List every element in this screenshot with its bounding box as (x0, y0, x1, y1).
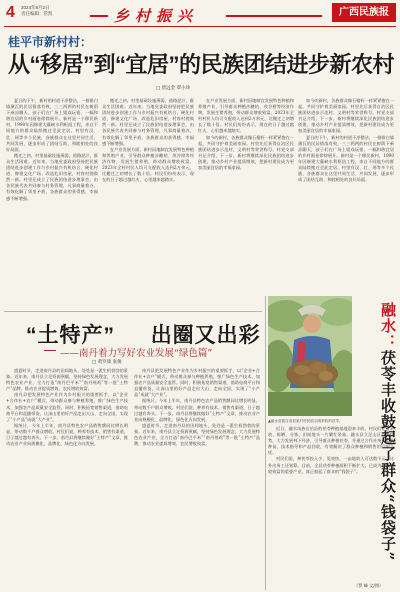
column-divider (265, 296, 266, 590)
article2-paragraph: 盛夏时节，走进南丹县的田间地头，处处是一派生机勃勃的景象。近年来，南丹县立足资源禀赋，坚持绿色发展理念，大力发展特色农业产业，全力打造“南丹巴平米”“南丹瑶鸡”等一批“土特产”品牌，推动农业提质增效、农民增收致富。 (6, 368, 128, 392)
article2-kicker: ——南丹着力写好农业发展“绿色篇” (60, 348, 213, 359)
article2-column-2 (134, 368, 260, 588)
farmer-harvest-photo (268, 296, 352, 416)
page-number: 4 (6, 4, 15, 21)
article3-photo-caption: ▲融水苗族自治县某村村民展示刚采收的茯苓。 (268, 419, 343, 423)
section-divider (4, 311, 262, 312)
article3-paragraph: 村民们说，种茯苓投入少、见效快，一亩地收入可达数千元，比外出务工还划算。目前，全县茯苓种植面积不断扩大，已成为群众增收致富的重要产业，真正鼓起了群众的“钱袋子”。 (268, 456, 394, 474)
article2-column-1 (6, 368, 128, 588)
article1-byline: □ 唐远金 覃小珍 (156, 86, 191, 91)
article3-headline-place: 融水： (379, 302, 397, 350)
newspaper-brand: 广西民族报 (332, 3, 396, 22)
article1-paragraph: 夏日的下午，新村的村道干净整洁，一排排白墙黛瓦的民居错落有致，三三两两的村民在树荫下乘凉聊天，孩子们在广场上嬉戏玩耍，一幅和谐宜居的乡村画卷徐徐展开。新村是一个移民新村，1990年因修建大藤峡水利枢纽工程，来自不同地方的群众陆续搬迁至此定居。村里有汉、壮、瑶等多个民族，各族群众在这里共同生活、共同发展，逐步形成了团结互助、和睦相处的良好局面。 (298, 134, 394, 183)
section-deco-left (90, 15, 108, 17)
article1-headline: 从“移居”到“宜居”的民族团结进步新农村 (8, 52, 395, 77)
article1-column-3 (198, 98, 294, 294)
article3-headline-rest: 茯苓丰收鼓起了群众“钱袋子” (379, 350, 397, 562)
article1-paragraph: 搬迁之初，村里基础设施薄弱，道路泥泞，群众生活困难。近年来，当地党委政府坚持把民族团结进步创建工作与乡村振兴有机结合，硬化村道、修建文化广场、改造危旧房屋，村容村貌焕然一新。村里还成立了民族团结进步理事会，由各民族代表共同参与村务管理，凡事商量着办，有效化解了邻里矛盾，各族群众的获得感、幸福感不断增强。 (6, 152, 98, 201)
article1-kicker: 桂平市新村村： (8, 35, 93, 49)
article2-paragraph: 南丹县把发展特色产业作为乡村振兴的重要抓手，以“企业+合作社+农户”模式，带动群众参与种植养殖，推广绿色生产技术，加强农产品质量安全监管。同时，积极拓宽销售渠道，借助电商平台和直播带货，让深山里的好产品走出大山、走向全国，实现了“小产品”成就“大产业”。 (6, 392, 128, 422)
article2-byline: □ 黄罗康 张俊 (92, 360, 122, 365)
article3-byline: （罗 峰 文/图） (354, 583, 384, 588)
article2-paragraph: 据统计，今年上半年，南丹县特色农产品销售额同比增长明显，带动数千户群众增收。村民们说，种养有技术、销售有渠道，日子越过越有奔头。下一步，南丹县将继续做好“土特产”文章，推动农业产业向规模化、品牌化、绿色化方向发展。 (6, 422, 128, 447)
masthead (4, 3, 396, 25)
article1-column-4 (298, 98, 394, 294)
article2-headline-rest: 出圈又出彩 (150, 324, 261, 347)
article3-photo (268, 296, 352, 416)
article3-paragraph: 近日，融水苗族自治县的茯苓种植基地迎来丰收，村民们忙着采收、晾晒、分拣，田间地头一片繁忙景象。融水县立足山区资源优势，大力发展林下经济，引导群众种植茯苓，并通过合作社统一提供种苗、技术指导和产品回收，有效解决了群众种植和销售的后顾之忧。 (268, 426, 394, 456)
article1-column-1 (6, 98, 98, 306)
article3-text (268, 426, 394, 580)
section-deco-right (226, 15, 322, 17)
article1-paragraph: 搬迁之初，村里基础设施薄弱，道路泥泞，群众生活困难。近年来，当地党委政府坚持把民族团结进步创建工作与乡村振兴有机结合，硬化村道、修建文化广场、改造危旧房屋，村容村貌焕然一新。村里还成立了民族团结进步理事会，由各民族代表共同参与村务管理，凡事商量着办，有效化解了邻里矛盾，各族群众的获得感、幸福感不断增强。 (102, 98, 194, 146)
article1-column-2 (102, 98, 194, 306)
article1-paragraph: 如今的新村，各族群众像石榴籽一样紧紧抱在一起，共同守护着美丽家园。村里先后获得自治区民族团结进步示范村、文明村等荣誉称号。村党支部书记介绍，下一步，新村将继续深化民族团结进步创建，推动乡村产业提质增效，把新村建设成为更加美丽宜居的幸福家园。 (198, 134, 294, 171)
section-title: 乡村振兴 (114, 7, 199, 25)
article1-paragraph: 如今的新村，各族群众像石榴籽一样紧紧抱在一起，共同守护着美丽家园。村里先后获得自治区民族团结进步示范村、文明村等荣誉称号。村党支部书记介绍，下一步，新村将继续深化民族团结进步创建，推动乡村产业提质增效，把新村建设成为更加美丽宜居的幸福家园。 (298, 98, 394, 134)
kicker-dash (44, 350, 56, 351)
editor-credit: 责任编辑：管凯 (21, 11, 53, 16)
date-line (21, 5, 53, 17)
article2-headline-quote: “土特产” (26, 324, 115, 347)
masthead-rule (4, 26, 396, 27)
article2-paragraph: 南丹县把发展特色产业作为乡村振兴的重要抓手，以“企业+合作社+农户”模式，带动群众参与种植养殖，推广绿色生产技术，加强农产品质量安全监管。同时，积极拓宽销售渠道，借助电商平台和直播带货，让深山里的好产品走出大山、走向全国，实现了“小产品”成就“大产业”。 (134, 368, 260, 398)
article1-paragraph: 夏日的下午，新村的村道干净整洁，一排排白墙黛瓦的民居错落有致，三三两两的村民在树荫下乘凉聊天，孩子们在广场上嬉戏玩耍，一幅和谐宜居的乡村画卷徐徐展开。新村是一个移民新村，1990年因修建大藤峡水利枢纽工程，来自不同地方的群众陆续搬迁至此定居。村里有汉、壮、瑶等多个民族，各族群众在这里共同生活、共同发展，逐步形成了团结互助、和睦相处的良好局面。 (6, 98, 98, 152)
article1-paragraph: 在产业发展方面，新村因地制宜发展特色种植和养殖产业，引导群众种植沙糖桔、茂谷柑等经济作物，发展生猪养殖，带动群众增收致富。2023年全村村民人均可支配收入达到2万余元，比搬迁之初增长了数十倍。村民们纷纷表示，现在的日子越过越红火，心里越来越踏实。 (102, 146, 194, 183)
article2-paragraph: 据统计，今年上半年，南丹县特色农产品销售额同比增长明显，带动数千户群众增收。村民们说，种养有技术、销售有渠道，日子越过越有奔头。下一步，南丹县将继续做好“土特产”文章，推动农业产业向规模化、品牌化、绿色化方向发展。 (134, 398, 260, 422)
article1-paragraph: 在产业发展方面，新村因地制宜发展特色种植和养殖产业，引导群众种植沙糖桔、茂谷柑等经济作物，发展生猪养殖，带动群众增收致富。2023年全村村民人均可支配收入达到2万余元，比搬迁之初增长了数十倍。村民们纷纷表示，现在的日子越过越红火，心里越来越踏实。 (198, 98, 294, 134)
article2-paragraph: 盛夏时节，走进南丹县的田间地头，处处是一派生机勃勃的景象。近年来，南丹县立足资源禀赋，坚持绿色发展理念，大力发展特色农业产业，全力打造“南丹巴平米”“南丹瑶鸡”等一批“土特产”品牌，推动农业提质增效、农民增收致富。 (134, 422, 260, 447)
issue-date: 2024年8月2日 (21, 5, 50, 10)
